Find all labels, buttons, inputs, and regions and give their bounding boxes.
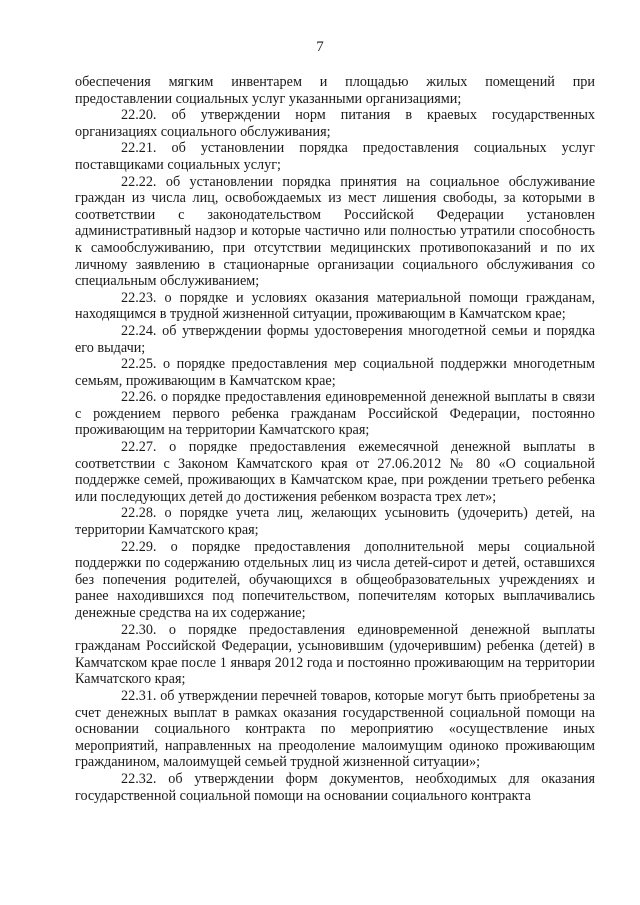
paragraph-22-32: 22.32. об утверждении форм документов, необходимых для оказания государственной социальной помощи на основании социального контракта — [75, 770, 595, 804]
paragraph-22-25: 22.25. о порядке предоставления мер социальной поддержки многодетным семьям, проживающим в Камчатском крае; — [75, 356, 595, 389]
paragraph-22-26: 22.26. о порядке предоставления единовременной денежной выплаты в связи с рождением первого ребенка гражданам Российской Федерации, постоянно проживающим на территории Камчатского края; — [75, 389, 595, 439]
paragraph-22-29: 22.29. о порядке предоставления дополнительной меры социальной поддержки по содержанию отдельных лиц из числа детей-сирот и детей, оставшихся без попечения родителей, обучающихся в общеобразовательных учреждениях и ранее находившихся под попечительством, попечителям которых выплачивались денежные средства на их содержание; — [75, 538, 595, 621]
document-body — [75, 74, 595, 804]
paragraph-22-20: 22.20. об утверждении норм питания в краевых государственных организациях социального обслуживания; — [75, 107, 595, 140]
paragraph-22-23: 22.23. о порядке и условиях оказания материальной помощи гражданам, находящимся в трудной жизненной ситуации, проживающим в Камчатском крае; — [75, 289, 595, 323]
paragraph-22-21: 22.21. об установлении порядка предоставления социальных услуг поставщиками социальных услуг; — [75, 140, 595, 173]
paragraph-22-30: 22.30. о порядке предоставления единовременной денежной выплаты гражданам Российской Федерации, усыновившим (удочерившим) ребенка (детей) в Камчатском крае после 1 января 2012 года и постоянно проживающим на территории Камчатского края; — [75, 621, 595, 688]
paragraph-22-27: 22.27. о порядке предоставления ежемесячной денежной выплаты в соответствии с Законом Камчатского края от 27.06.2012 № 80 «О социальной поддержке семей, проживающих в Камчатском крае, при рождении третьего ребенка или последующих детей до достижения ребенком возраста трех лет»; — [75, 439, 595, 505]
paragraph-22-28: 22.28. о порядке учета лиц, желающих усыновить (удочерить) детей, на территории Камчатского края; — [75, 505, 595, 539]
paragraph-continuation: обеспечения мягким инвентарем и площадью жилых помещений при предоставлении социальных услуг указанными организациями; — [75, 74, 595, 107]
paragraph-22-31: 22.31. об утверждении перечней товаров, которые могут быть приобретены за счет денежных выплат в рамках оказания государственной социальной помощи на основании социального контракта по мероприятию «осуществление иных мероприятий, направленных на преодоление малоимущим одиноко проживающим гражданином, малоимущей семьей трудной жизненной ситуации»; — [75, 687, 595, 771]
paragraph-22-22: 22.22. об установлении порядка принятия на социальное обслуживание граждан из числа лиц, освобождаемых из мест лишения свободы, за которыми в соответствии с законодательством Российской Федерации установлен административный надзор и которые частично или полностью утратили способность к самообслуживанию, при отсутствии медицинских противопоказаний и по их личному заявлению в стационарные организации социального обслуживания со специальным обслуживанием; — [75, 173, 595, 290]
page-number: 7 — [316, 39, 324, 55]
paragraph-22-24: 22.24. об утверждении формы удостоверения многодетной семьи и порядка его выдачи; — [75, 322, 595, 356]
